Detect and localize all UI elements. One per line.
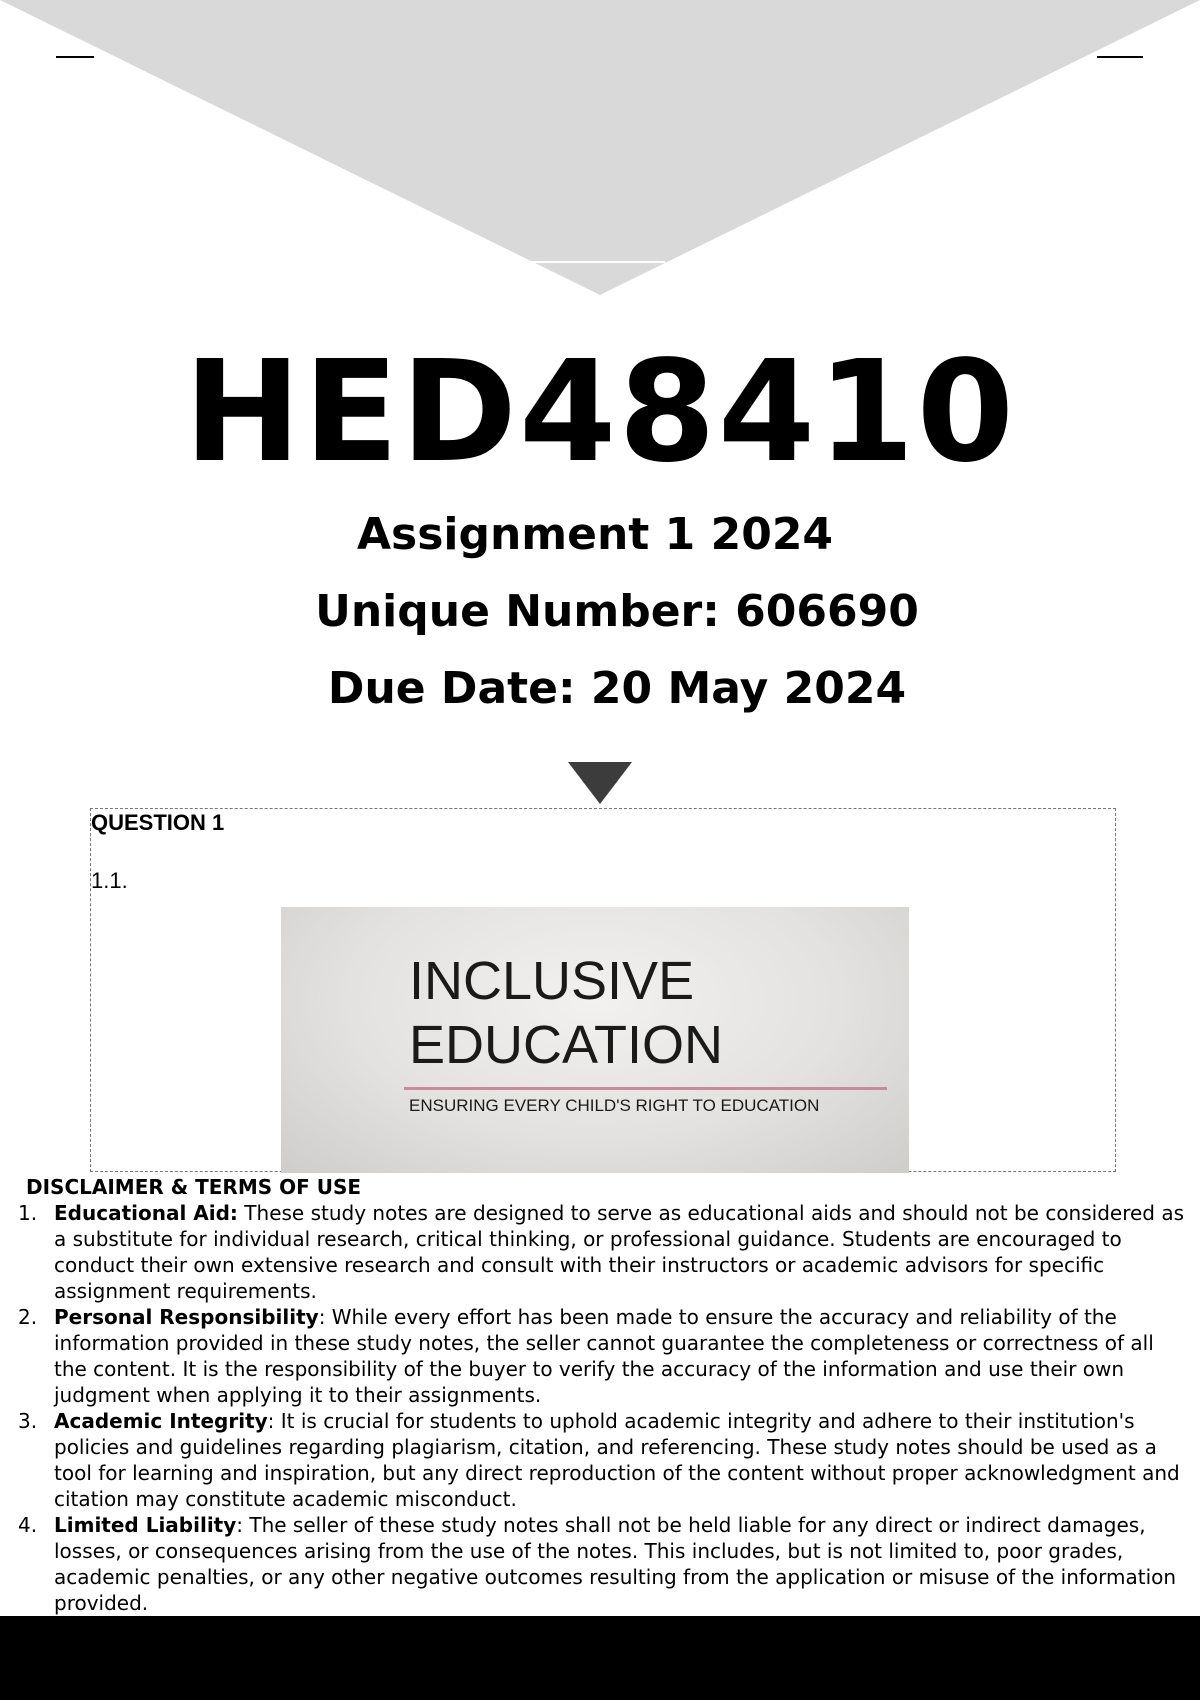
item-label: Educational Aid: [54, 1201, 238, 1225]
item-number: 3. [18, 1409, 38, 1433]
corner-rule-right [1097, 56, 1143, 58]
list-item [0, 1512, 1190, 1616]
slide-title: INCLUSIVE EDUCATION [409, 951, 724, 1075]
item-text: These study notes are designed to serve as educational aids and should not be considered as a substitute for individual research, critical thinking, or professional guidance. Students are encouraged to conduct their own extensive research and consult with their instructors or academic advisors for specific assignment requirements. [54, 1201, 1185, 1303]
item-number: 4. [18, 1513, 38, 1537]
unique-number: Unique Number: 606690 [315, 586, 919, 637]
list-item [0, 1408, 1190, 1512]
assignment-title: Assignment 1 2024 [356, 509, 834, 560]
item-label: Limited Liability [54, 1513, 237, 1537]
question-box [90, 808, 1116, 1172]
down-triangle-icon [568, 762, 632, 804]
item-text: : It is crucial for students to uphold academic integrity and adhere to their institution's policies and guidelines regarding plagiarism, citation, and referencing. These study notes should be used as a tool for learning and inspiration, but any direct reproduction of the content without proper acknowledgment and citation may constitute academic misconduct. [54, 1409, 1180, 1511]
item-number: 1. [18, 1201, 38, 1225]
item-label: Academic Integrity [54, 1409, 268, 1433]
header-banner [0, 0, 1200, 300]
banner-chevron [0, 0, 1200, 295]
slide-accent-rule [404, 1087, 887, 1090]
item-label: Personal Responsibility [54, 1305, 319, 1329]
list-item [0, 1200, 1190, 1304]
slide-subtitle: ENSURING EVERY CHILD'S RIGHT TO EDUCATION [409, 1096, 820, 1115]
footer-bar [0, 1616, 1200, 1700]
course-code: HED48410 [183, 331, 1017, 494]
question-title: QUESTION 1 [91, 810, 225, 835]
due-date: Due Date: 20 May 2024 [327, 663, 907, 714]
item-number: 2. [18, 1305, 38, 1329]
disclaimer-heading: DISCLAIMER & TERMS OF USE [26, 1175, 362, 1199]
slide-image [281, 907, 909, 1173]
item-text: : The seller of these study notes shall not be held liable for any direct or indirect damages, losses, or consequences arising from the use of the notes. This includes, but is not limited to, poor grades, academic penalties, or any other negative outcomes resulting from the application or misuse of the information provided. [54, 1513, 1177, 1615]
item-text: : While every effort has been made to ensure the accuracy and reliability of the information provided in these study notes, the seller cannot guarantee the completeness or correctness of all the content. It is the responsibility of the buyer to verify the accuracy of the information and use their own judgment when applying it to their assignments. [54, 1305, 1154, 1407]
list-item [0, 1304, 1190, 1408]
disclaimer-list [0, 1200, 1190, 1616]
corner-rule-left [56, 56, 94, 58]
question-number: 1.1. [91, 868, 128, 893]
